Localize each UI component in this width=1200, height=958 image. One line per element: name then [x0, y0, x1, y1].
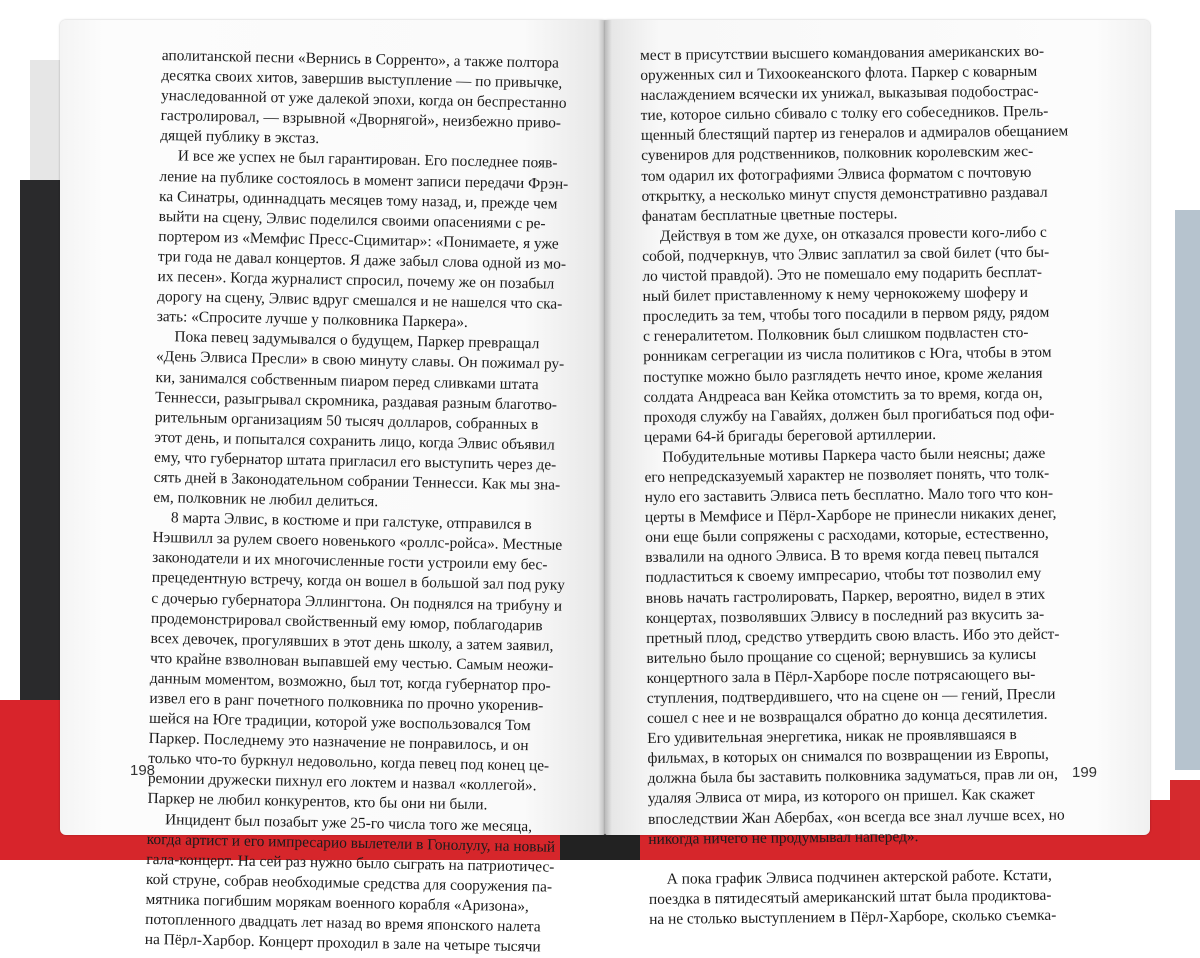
- text-line: унаследованной от уже далекой эпохи, когда он беспрестанно: [160, 87, 567, 112]
- right-page-text: [640, 41, 1111, 930]
- text-line: наслаждением всячески их унижал, выказывая подобострас-: [640, 83, 1039, 105]
- book-gutter: [598, 20, 612, 835]
- text-line: Теннесси, разыгрывал скромника, раздавая разным благотво-: [155, 388, 558, 414]
- text-line: продемонстрировал свойственный ему юмор, поблагодарив: [150, 609, 543, 635]
- text-line: рительным организациям 50 тысяч долларов, собранных в: [154, 408, 539, 433]
- text-line: А пока график Элвиса подчинен актерской работе. Кстати,: [666, 866, 1052, 888]
- text-line: что крайне взволнован выпавшей ему честью. Самым неожи-: [150, 649, 554, 675]
- text-line: ление на публике состоялось в момент записи передачи Фрэн-: [159, 167, 569, 193]
- text-line: поездка в пятидесятый американский штат была продиктова-: [648, 886, 1052, 908]
- text-line: кой струне, собрав необходимые средства для сооружения па-: [145, 870, 553, 896]
- text-line: ло чистой правдой). Это не помешало ему подарить бесплат-: [642, 263, 1043, 286]
- text-line: ем, полковник не любил делиться.: [153, 488, 379, 511]
- text-line: Паркер не любил конкурентов, кто бы они ни были.: [147, 790, 488, 814]
- text-line: И все же успех не был гарантирован. Его последнее появ-: [177, 147, 558, 173]
- text-line: сять дней в Законодательном собрании Теннесси. Как мы зна-: [153, 468, 561, 494]
- text-line: впоследствии Жан Абербах, «он всегда все знал лучше всех, но: [648, 806, 1065, 828]
- text-line: Действуя в том же духе, он отказался провести кого-либо с: [659, 223, 1047, 245]
- left-page-number: 198: [130, 762, 156, 779]
- text-line: этот день, и попытался сохранить лицо, когда Элвис объявил: [154, 428, 555, 454]
- text-line: зать: «Спросите лучше у полковника Паркера».: [156, 308, 469, 332]
- text-line: данным моментом, возможно, был тот, когда губернатор про-: [149, 669, 551, 695]
- text-line: извел его в ранг почетного полковника по прочно укоренив-: [149, 689, 544, 715]
- text-line: дорогу на сцену, Элвис вдруг смешался и не нашелся что ска-: [157, 288, 563, 313]
- text-line: Его удивительная энергетика, никак не проявлявшаяся в: [647, 726, 1017, 748]
- text-line: только что-то буркнул недовольно, когда певец под конец це-: [148, 750, 550, 775]
- text-line: на Пёрл-Харбор. Концерт проходил в зале на четыре тысячи: [144, 930, 541, 956]
- text-line: концертного зала в Пёрл-Харборе после потрясающего вы-: [646, 665, 1036, 687]
- text-line: три года не давал концертов. Я даже забыл слова одной из мо-: [157, 247, 567, 273]
- text-line: фильмах, в которых он снимался по возвращении из Европы,: [647, 746, 1049, 768]
- text-line: подластиться к своему импресарио, чтобы тот позволил ему: [645, 565, 1042, 587]
- text-line: церты в Мемфисе и Пёрл-Харборе не принесли никаких денег,: [644, 504, 1057, 527]
- text-line: дящей публику в экстаз.: [160, 127, 320, 148]
- text-line: вительно было прощание со сценой; вернувшись за кулисы: [646, 645, 1037, 667]
- text-line: мест в присутствии высшего командования американских во-: [640, 42, 1045, 64]
- text-line: прецедентную встречу, когда он вошел в большой зал под руку: [151, 569, 566, 595]
- text-line: десятка своих хитов, завершив выступление — по привычке,: [161, 67, 563, 92]
- text-line: ки, занимался собственным пиаром перед сливками штата: [155, 368, 539, 393]
- text-line: его непредсказуемый характер не позволяет понять, что толк-: [644, 464, 1050, 486]
- text-line: ступления, подтвердившего, что на сцене он — гений, Пресли: [646, 685, 1056, 707]
- text-line: их песен». Когда журналист спросил, почему же он позабыл: [157, 267, 555, 293]
- text-line: выйти на сцену, Элвис поделился своими опасениями с ре-: [158, 207, 546, 233]
- text-line: вновь начать гастролировать, Паркер, вероятно, видел в этих: [645, 585, 1046, 607]
- text-line: открытку, а несколько минут спустя демонстративно раздавал: [641, 183, 1048, 205]
- text-line: когда артист и его импресарио вылетели в Гонолулу, на новый: [146, 830, 556, 856]
- text-line: должна была бы заставить полковника задуматься, прав ли он,: [647, 766, 1058, 788]
- text-line: Паркер. Последнему это назначение не понравилось, и он: [148, 730, 529, 755]
- text-line: удаляя Элвиса от мира, из которого он пришел. Как скажет: [647, 786, 1035, 808]
- text-line: Пока певец задумывался о будущем, Паркер превращал: [174, 328, 540, 353]
- text-line: гастролировал, — взрывной «Дворнягой», неизбежно приво-: [160, 107, 562, 132]
- text-line: 8 марта Элвис, в костюме и при галстуке, отправился в: [170, 509, 532, 534]
- text-line: шейся на Юге традиции, которой уже воспользовался Том: [148, 709, 531, 735]
- text-line: нуло его заставить Элвиса петь бесплатно. Мало того что кон-: [644, 484, 1054, 507]
- text-line: проследить за тем, чтобы того посадили в первом ряду, рядом: [642, 303, 1050, 326]
- text-line: том одарил их фотографиями Элвиса форматом с почтовую: [641, 163, 1032, 185]
- text-line: всех девочек, прогулявших в этот день школу, а затем заявил,: [150, 629, 554, 655]
- text-line: солдата Андреаса ван Кейка отомстить за то время, когда он,: [643, 384, 1043, 406]
- text-line: на не столько выступлением в Пёрл-Харборе, сколько съемка-: [649, 906, 1057, 928]
- text-line: сувениров для родственников, полковник королевским жес-: [641, 143, 1034, 165]
- text-line: оруженных сил и Тихоокеанского флота. Паркер с коварным: [640, 62, 1038, 85]
- text-line: законодатели и их многочисленные гости устроили ему бес-: [152, 549, 548, 574]
- text-line: поступке можно было разглядеть нечто иное, кроме желания: [643, 364, 1043, 386]
- left-page-text: [145, 46, 582, 958]
- text-line: ремонии дружески пихнул его локтем и назвал «коллегой».: [147, 770, 537, 795]
- text-line: сошел с нее и не возвращался обратно до конца десятилетия.: [646, 705, 1048, 728]
- book-cover-edge: [1175, 210, 1200, 770]
- text-line: они еще были сопряжены с расходами, которые, естественно,: [645, 524, 1049, 547]
- text-line: Инцидент был позабыт уже 25-го числа того же месяца,: [164, 810, 533, 835]
- text-line: концертах, позволявших Элвису в последний раз вкусить за-: [645, 605, 1045, 627]
- text-line: тие, которое сильно сбивало с толку его собеседников. Прель-: [640, 103, 1049, 125]
- text-line: аполитанской песни «Вернись в Сорренто», а также полтора: [161, 46, 560, 72]
- book-cover-edge: [20, 180, 65, 720]
- text-line: претный плод, средство утвердить свою власть. Ибо это дейст-: [646, 625, 1060, 647]
- text-line: щенный блестящий партер из генералов и адмиралов обещанием: [640, 122, 1069, 145]
- text-line: ронникам сегрегации из числа политиков с Юга, чтобы в этом: [643, 344, 1052, 366]
- right-page-number: 199: [1072, 764, 1098, 781]
- text-line: ный билет приставленному к нему чернокожему шоферу и: [642, 284, 1029, 306]
- text-line: фанатам бесплатные цветные постеры.: [641, 205, 898, 225]
- text-line: с генералитетом. Полковник был слишком подвластен сто-: [642, 324, 1029, 346]
- text-line: церами 64-й бригады береговой артиллерии.: [644, 425, 937, 446]
- text-line: проходя службу на Гавайях, должен был прогибаться под офи-: [643, 404, 1055, 426]
- text-line: ка Синатры, одиннадцать месяцев тому назад, и, прежде чем: [158, 187, 558, 213]
- text-line: Нэшвилл за рулем своего новенького «роллс-ройса». Местные: [152, 529, 563, 555]
- text-line: потопленного двадцать лет назад во время японского налета: [145, 910, 541, 936]
- text-line: никогда ничего не продумывал наперед».: [648, 827, 919, 848]
- text-line: с дочерью губернатора Эллингтона. Он поднялся на трибуну и: [151, 589, 563, 615]
- text-line: Побудительные мотивы Паркера часто были неясны; даже: [662, 444, 1046, 466]
- text-line: ему, что губернатор штата пригласил его выступить через де-: [153, 448, 557, 474]
- text-line: гала-концерт. На сей раз нужно было сыграть на патриотичес-: [146, 850, 555, 876]
- text-line: портером из «Мемфис Пресс-Сцимитар»: «Понимаете, я уже: [158, 227, 559, 253]
- text-line: «День Элвиса Пресли» в свою минуту славы. Он пожимал ру-: [155, 348, 565, 374]
- text-line: мятника погибшим морякам военного корабля «Аризона»,: [145, 890, 530, 916]
- text-line: взвалили на одного Элвиса. В то время когда певец пытался: [645, 545, 1039, 567]
- text-line: собой, подчеркнув, что Элвис заплатил за свой билет (что бы-: [642, 243, 1050, 265]
